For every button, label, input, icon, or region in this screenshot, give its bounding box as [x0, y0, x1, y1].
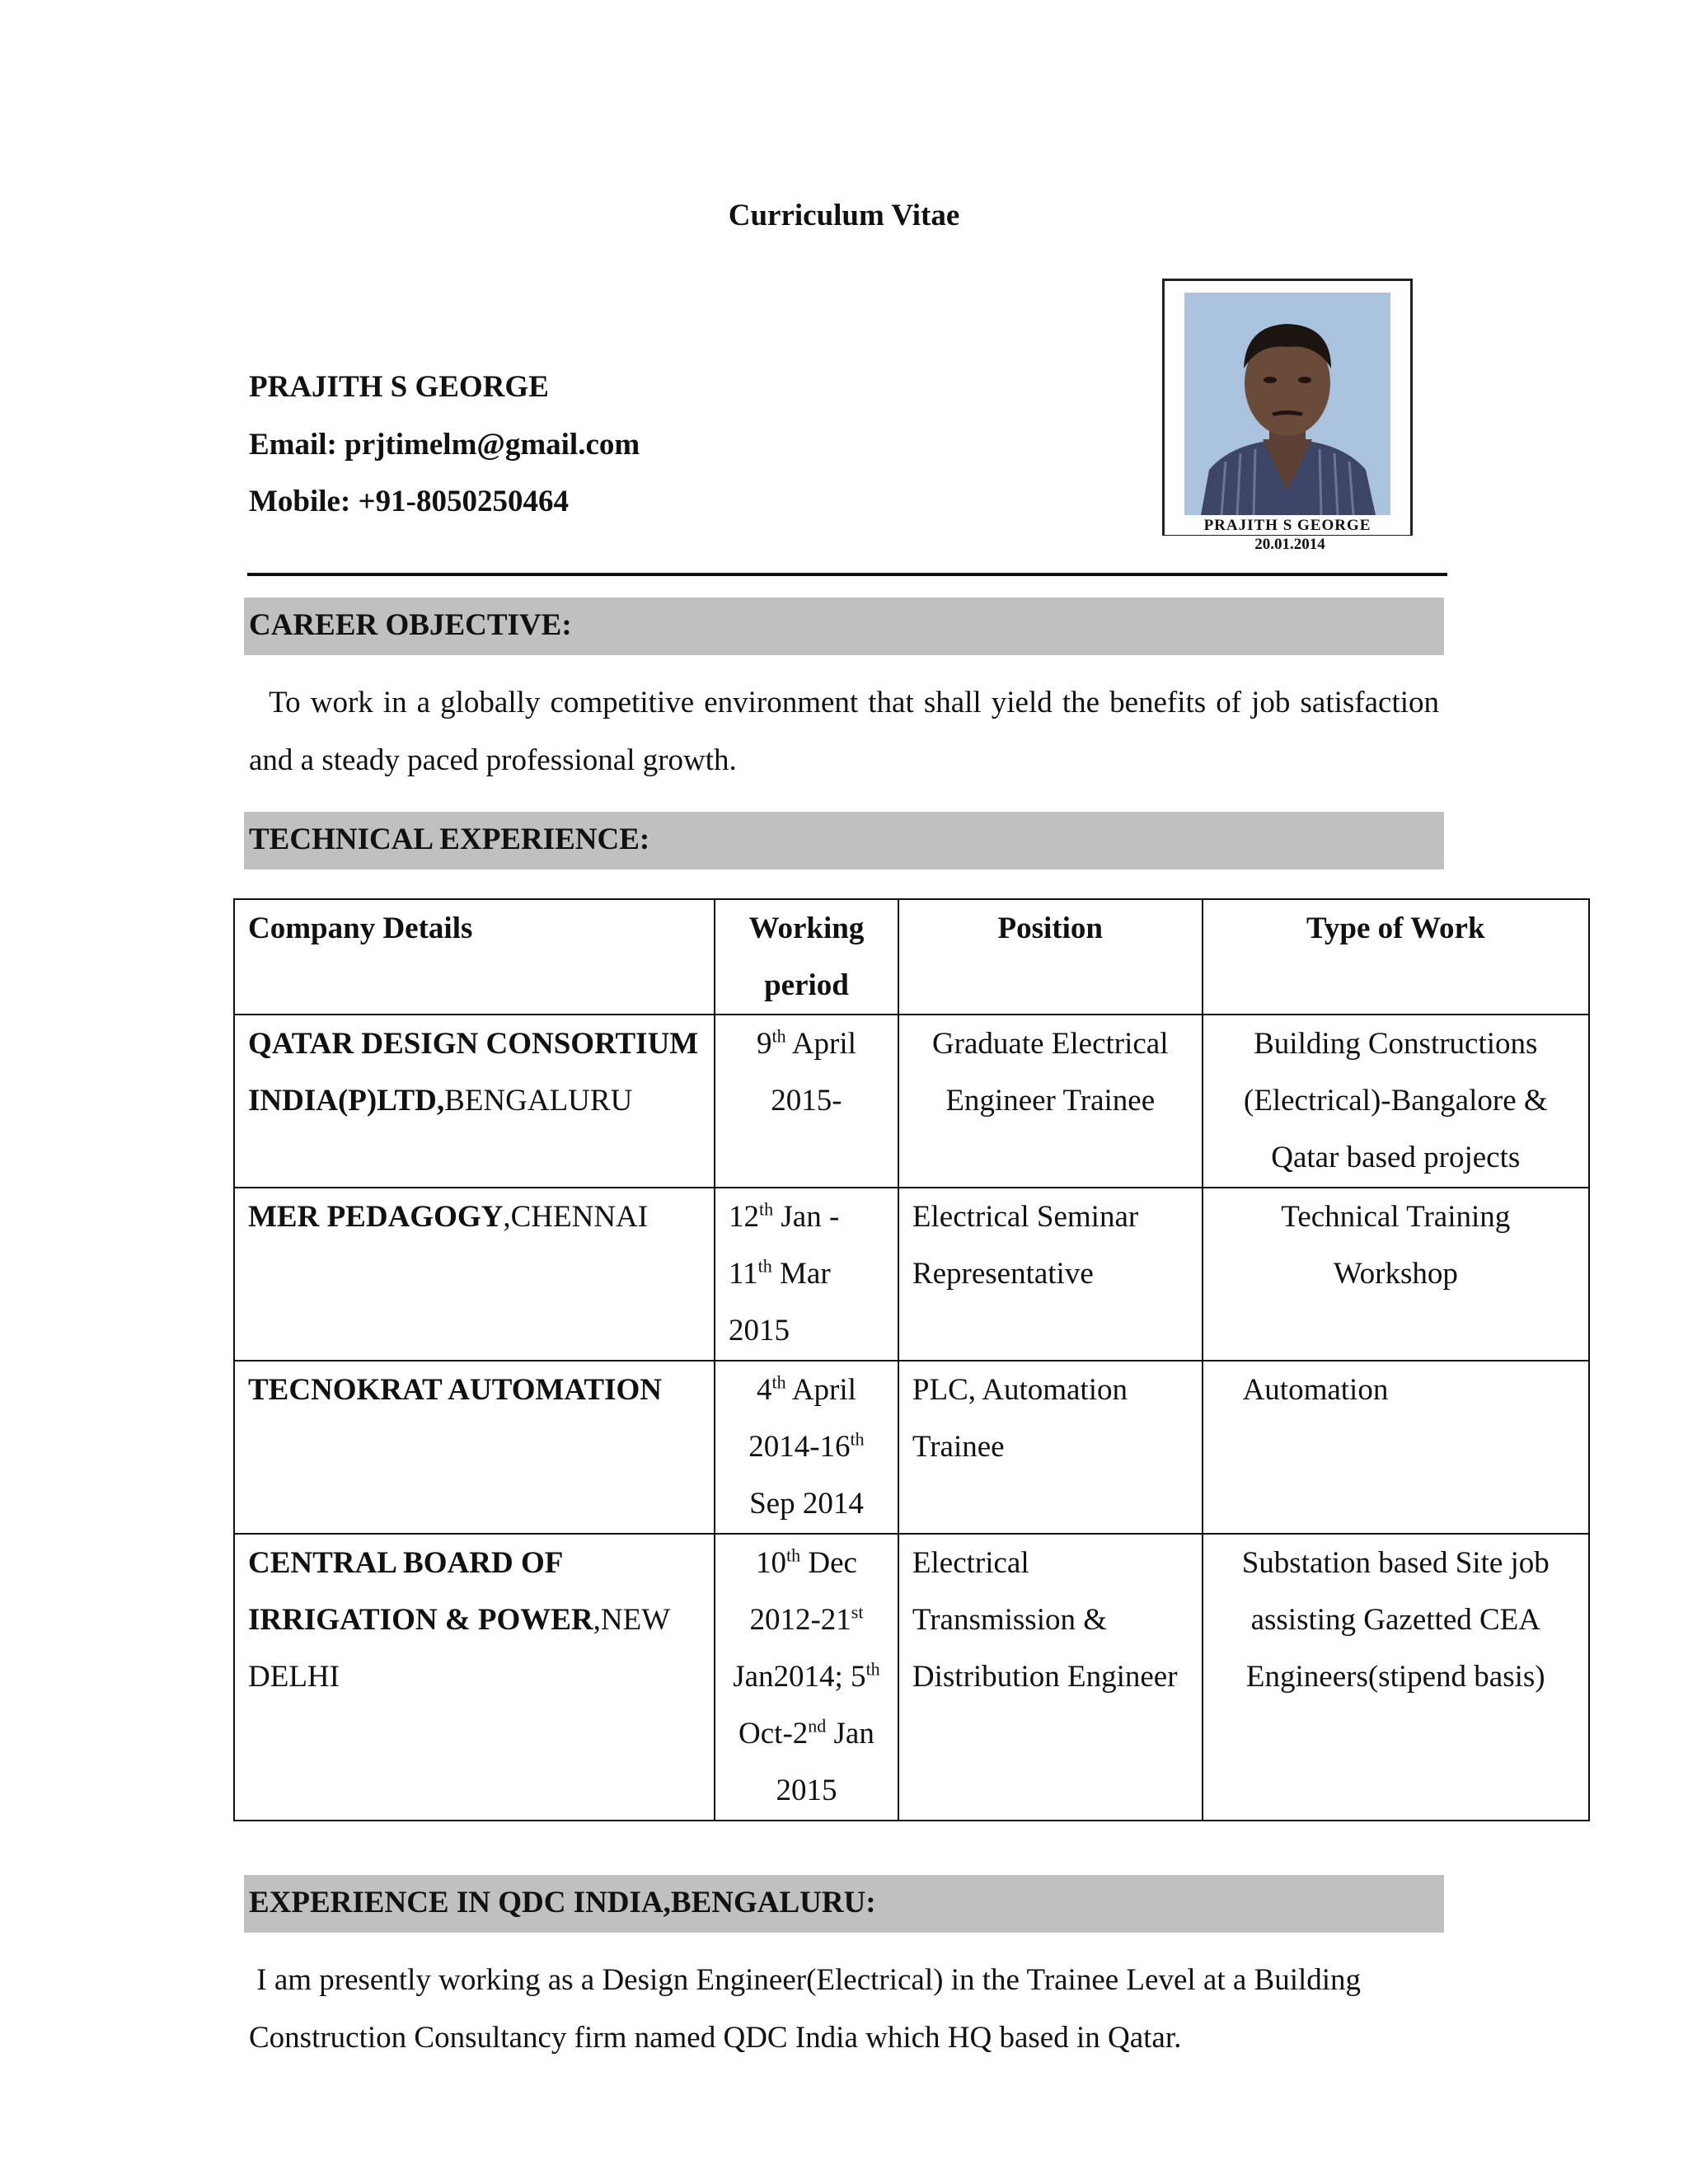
- work-cell: Automation: [1203, 1361, 1589, 1534]
- profile-photo: [1162, 279, 1413, 536]
- column-header: Working period: [715, 899, 898, 1015]
- photo-date: 20.01.2014: [1254, 536, 1325, 553]
- experience-table: [233, 898, 1590, 1821]
- period-cell: [715, 1534, 898, 1821]
- table-row: [234, 1361, 1589, 1534]
- work-cell: Technical Training Workshop: [1203, 1188, 1589, 1361]
- period-part: Dec 2012-21: [749, 1546, 857, 1637]
- section-heading: TECHNICAL EXPERIENCE:: [249, 823, 650, 856]
- period-part: Jan 2015: [776, 1717, 874, 1807]
- table-header-row: [234, 899, 1589, 1015]
- company-name: MER PEDAGOGY: [248, 1200, 504, 1234]
- table-row: [234, 1015, 1589, 1188]
- company-cell: [234, 1015, 715, 1188]
- company-cell: [234, 1361, 715, 1534]
- period-part: April 2015-: [771, 1027, 856, 1118]
- table-row: [234, 1188, 1589, 1361]
- company-cell: [234, 1188, 715, 1361]
- period-suffix: nd: [808, 1715, 827, 1736]
- period-suffix: st: [851, 1601, 864, 1623]
- photo-caption: PRAJITH S GEORGE: [1165, 517, 1410, 535]
- period-part: Jan - 11: [729, 1200, 840, 1291]
- period-suffix: th: [771, 1025, 786, 1047]
- period-part: Jan2014; 5: [733, 1660, 866, 1694]
- period-suffix: th: [771, 1371, 786, 1393]
- company-location: ,CHENNAI: [503, 1200, 649, 1234]
- company-name: QATAR DESIGN CONSORTIUM INDIA(P)LTD,: [248, 1027, 699, 1118]
- period-cell: [715, 1361, 898, 1534]
- qdc-experience-body: I am presently working as a Design Engineer(Electrical) in the Trainee Level at a Building Construction Consultancy firm named QDC India which HQ based in Qatar.: [249, 1963, 1362, 2055]
- period-part: Oct-2: [738, 1717, 809, 1750]
- page-title: Curriculum Vitae: [728, 199, 960, 232]
- mobile-line: Mobile: +91-8050250464: [249, 485, 569, 518]
- qdc-experience-text: [249, 1952, 1439, 2067]
- position-cell: Electrical Transmission & Distribution Engineer: [898, 1534, 1203, 1821]
- company-location: ,NEW DELHI: [248, 1603, 670, 1694]
- portrait-illustration: [1184, 293, 1390, 515]
- company-name: CENTRAL BOARD OF IRRIGATION & POWER: [248, 1546, 593, 1637]
- company-location: BENGALURU: [444, 1084, 633, 1118]
- period-part: Sep 2014: [749, 1487, 864, 1521]
- table-row: [234, 1534, 1589, 1821]
- career-objective-body: To work in a globally competitive environment that shall yield the benefits of job satisfaction and a steady paced professional growth.: [249, 686, 1440, 777]
- career-objective-text: [249, 674, 1439, 790]
- position-cell: Electrical Seminar Representative: [898, 1188, 1203, 1361]
- period-cell: [715, 1015, 898, 1188]
- company-name: TECNOKRAT AUTOMATION: [248, 1373, 662, 1407]
- position-cell: Graduate Electrical Engineer Trainee: [898, 1015, 1203, 1188]
- section-heading: CAREER OBJECTIVE:: [249, 608, 572, 642]
- period-part: 4: [756, 1373, 772, 1407]
- position-cell: PLC, Automation Trainee: [898, 1361, 1203, 1534]
- career-objective-header: [244, 598, 1444, 655]
- column-header: Position: [898, 899, 1203, 1015]
- work-cell: Substation based Site job assisting Gazetted CEA Engineers(stipend basis): [1203, 1534, 1589, 1821]
- column-header: Type of Work: [1203, 899, 1589, 1015]
- period-part: 9: [756, 1027, 772, 1061]
- work-cell: Building Constructions (Electrical)-Bangalore & Qatar based projects: [1203, 1015, 1589, 1188]
- company-cell: [234, 1534, 715, 1821]
- period-suffix: th: [759, 1198, 774, 1220]
- period-suffix: th: [850, 1428, 865, 1450]
- period-suffix: th: [785, 1544, 801, 1566]
- period-part: Mar 2015: [729, 1257, 831, 1347]
- period-cell: [715, 1188, 898, 1361]
- period-suffix: th: [757, 1255, 772, 1277]
- portrait-image: [1184, 293, 1390, 515]
- period-part: 10: [755, 1546, 786, 1580]
- qdc-experience-header: [244, 1875, 1444, 1933]
- header-divider: [247, 573, 1447, 576]
- period-suffix: th: [865, 1658, 880, 1680]
- section-heading: EXPERIENCE IN QDC INDIA,BENGALURU:: [249, 1886, 876, 1919]
- period-part: 12: [729, 1200, 759, 1234]
- column-header: Company Details: [234, 899, 715, 1015]
- technical-experience-header: [244, 812, 1444, 869]
- candidate-name: PRAJITH S GEORGE: [249, 370, 549, 404]
- period-part: April 2014-16: [748, 1373, 856, 1464]
- email-line: Email: prjtimelm@gmail.com: [249, 428, 640, 462]
